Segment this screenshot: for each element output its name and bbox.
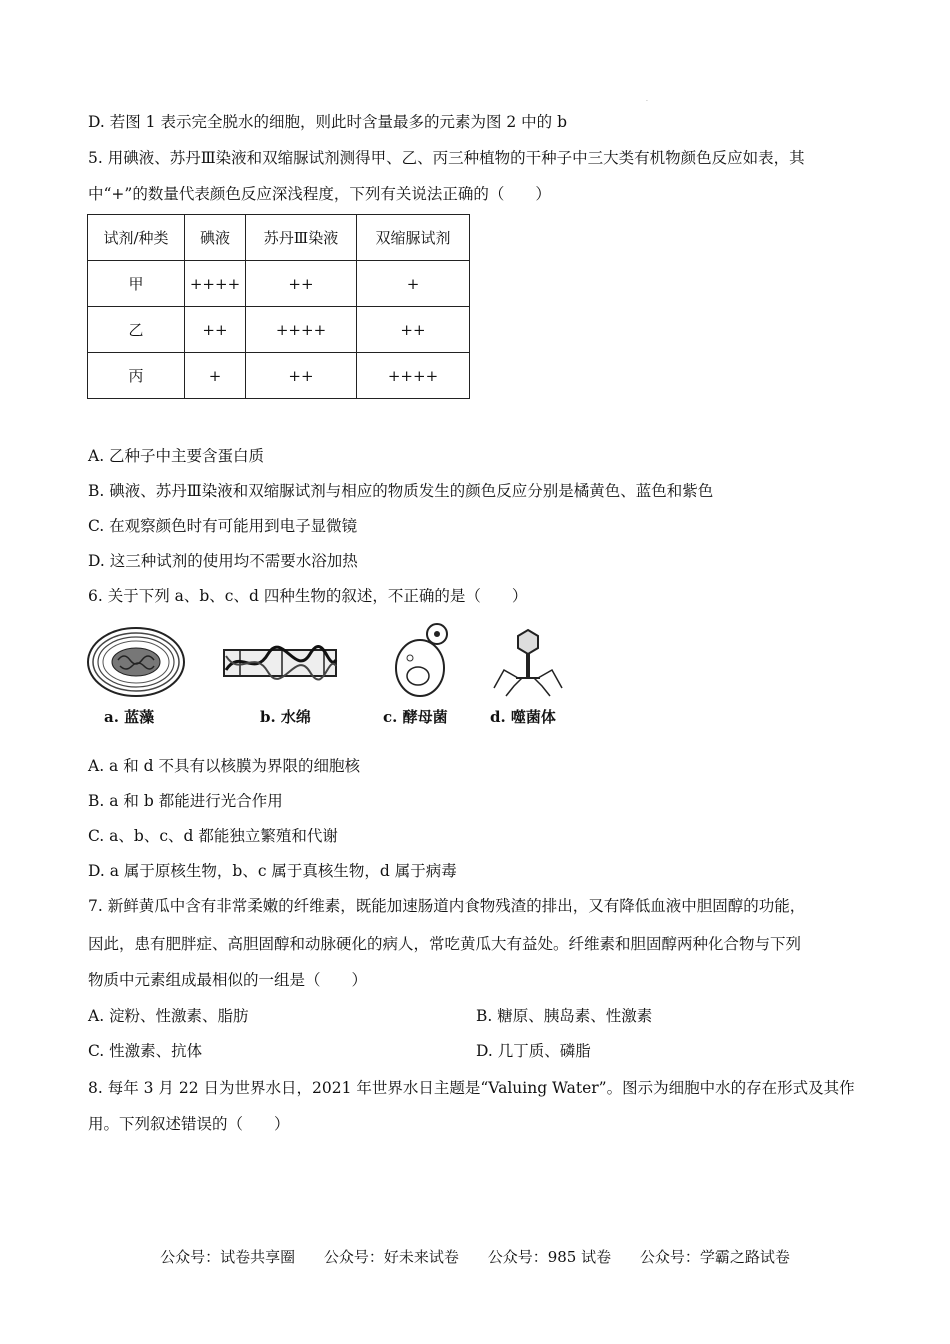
table-header-cell: 试剂/种类 (88, 215, 185, 261)
q7-stem-line3: 物质中元素组成最相似的一组是（ ） (88, 971, 368, 989)
q6-option-a: A. a 和 d 不具有以核膜为界限的细胞核 (88, 757, 360, 775)
table-cell: ++ (185, 307, 246, 353)
q6-option-b: B. a 和 b 都能进行光合作用 (88, 792, 283, 810)
q5-option-a: A. 乙种子中主要含蛋白质 (88, 447, 265, 465)
q7-option-d: D. 几丁质、磷脂 (476, 1042, 591, 1060)
footer-item: 公众号：学霸之路试卷 (639, 1248, 790, 1266)
q5-stem-line2: 中“+”的数量代表颜色反应深浅程度，下列有关说法正确的（ ） (88, 185, 551, 203)
table-cell: ++ (246, 353, 357, 399)
q7-option-a: A. 淀粉、性激素、脂肪 (88, 1007, 249, 1025)
table-row (88, 261, 470, 307)
figure-label-b: b. 水绵 (260, 708, 311, 726)
table-cell: + (185, 353, 246, 399)
q5-option-d: D. 这三种试剂的使用均不需要水浴加热 (88, 552, 358, 570)
q8-stem-line1: 8. 每年 3 月 22 日为世界水日，2021 年世界水日主题是“Valuing Water”。图示为细胞中水的存在形式及其作 (88, 1079, 855, 1097)
footer-item: 公众号：好未来试卷 (323, 1248, 459, 1266)
footer (0, 1246, 950, 1267)
bacteriophage-figure (490, 620, 566, 700)
spirogyra-figure (220, 620, 340, 700)
table-cell: ++++ (185, 261, 246, 307)
table-cell: ++ (246, 261, 357, 307)
table-cell: ++++ (246, 307, 357, 353)
q8-stem-line2: 用。下列叙述错误的（ ） (88, 1115, 290, 1133)
table-cell: + (357, 261, 470, 307)
table-header-cell: 苏丹Ⅲ染液 (246, 215, 357, 261)
cyanobacteria-figure (86, 620, 186, 700)
footer-item: 公众号：试卷共享圈 (160, 1248, 296, 1266)
figure-label-c: c. 酵母菌 (383, 708, 448, 726)
table-row (88, 353, 470, 399)
q5-option-c: C. 在观察颜色时有可能用到电子显微镜 (88, 517, 358, 535)
q7-stem-line2: 因此，患有肥胖症、高胆固醇和动脉硬化的病人，常吃黄瓜大有益处。纤维素和胆固醇两种化合物与下列 (88, 935, 802, 953)
q5-stem-line1: 5. 用碘液、苏丹Ⅲ染液和双缩脲试剂测得甲、乙、丙三种植物的干种子中三大类有机物颜色反应如表，其 (88, 149, 805, 167)
q6-option-d: D. a 属于原核生物，b、c 属于真核生物，d 属于病毒 (88, 862, 457, 880)
table-cell: 乙 (88, 307, 185, 353)
table-header-row (88, 215, 470, 261)
yeast-figure (392, 620, 462, 700)
q7-option-b: B. 糖原、胰岛素、性激素 (476, 1007, 653, 1025)
figure-label-d: d. 噬菌体 (490, 708, 556, 726)
scan-dot: . (646, 96, 648, 103)
q6-stem: 6. 关于下列 a、b、c、d 四种生物的叙述，不正确的是（ ） (88, 587, 528, 605)
table-header-cell: 碘液 (185, 215, 246, 261)
q7-option-c: C. 性激素、抗体 (88, 1042, 203, 1060)
prev-option-d: D. 若图 1 表示完全脱水的细胞，则此时含量最多的元素为图 2 中的 b (88, 113, 568, 131)
figure-label-a: a. 蓝藻 (104, 708, 155, 726)
footer-item: 公众号：985 试卷 (487, 1248, 612, 1266)
table-cell: ++ (357, 307, 470, 353)
q6-option-c: C. a、b、c、d 都能独立繁殖和代谢 (88, 827, 338, 845)
table-cell: 丙 (88, 353, 185, 399)
table-header-cell: 双缩脲试剂 (357, 215, 470, 261)
table-row (88, 307, 470, 353)
q7-stem-line1: 7. 新鲜黄瓜中含有非常柔嫩的纤维素，既能加速肠道内食物残渣的排出，又有降低血液中胆固醇的功能， (88, 897, 806, 915)
reaction-table (87, 214, 470, 399)
q5-option-b: B. 碘液、苏丹Ⅲ染液和双缩脲试剂与相应的物质发生的颜色反应分别是橘黄色、蓝色和紫色 (88, 482, 714, 500)
table-cell: ++++ (357, 353, 470, 399)
table-cell: 甲 (88, 261, 185, 307)
